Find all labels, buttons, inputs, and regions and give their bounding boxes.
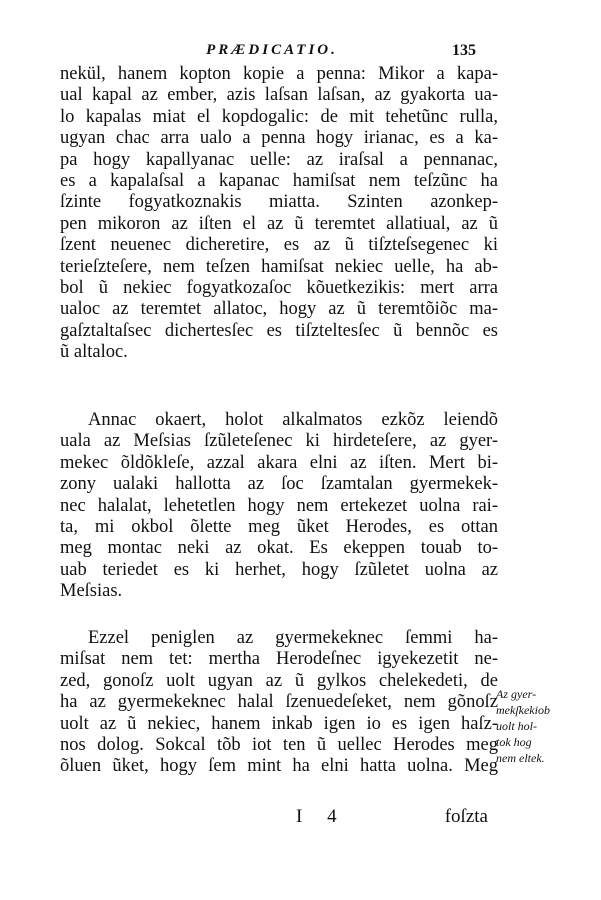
text-line: Meſsias. [60,581,123,602]
margin-note-line: uolt hol- [496,719,537,733]
page-footer [60,806,498,830]
margin-note-line: Az gyer- [496,687,537,701]
text-line: ũ altaloc. [60,342,128,363]
text-line: ta, mi okbol õlette meg ũket Herodes, es ottan [60,517,498,538]
paragraph-3 [60,628,498,778]
text-line: pa hogy kapallyanac uelle: az iraſsal a pennanac, [60,149,498,170]
paragraph-2 [60,410,498,603]
text-line: zed, gonoſz uolt ugyan az ũ gylkos chelekedeti, de [60,670,498,691]
paragraph-1 [60,64,498,364]
text-line: õluen ũket, hogy ſem mint ha elni hatta uolna. Meg [60,756,498,777]
text-line: bol ũ nekiec fogyatkozaſoc kõuetkezikis: mert arra [60,278,498,299]
running-head: PRÆDICATIO. [206,42,338,58]
text-line: es a kapalaſsal a kapanac hamiſsat nem teſzũnc ha [60,171,498,192]
text-line: Ezzel peniglen az gyermekeknec ſemmi ha- [88,628,498,648]
text-line: uala az Meſsias ſzũleteſenec ki hirdeteſere, az gyer- [60,431,498,452]
text-line: miſsat nem tet: mertha Herodeſnec igyekezetit ne- [60,649,498,670]
text-line: uab teriedet es ki herhet, hogy ſzũletet uolna az [60,559,498,580]
text-line: ual kapal az ember, azis laſsan laſsan, az gyakorta ua- [60,85,498,106]
text-line: zony ualaki hallotta az ſoc ſzamtalan gyermekek- [60,474,498,495]
text-line: gaſztaltaſsec dichertesſec es tiſzteltesſec ũ bennõc es [60,320,498,341]
margin-note-line: tok hog [496,735,532,749]
text-line: ugyan chac arra ualo a penna hogy irianac, es a ka- [60,128,498,149]
text-line: ſzinte fogyatkoznakis miatta. Szinten azonkep- [60,192,498,213]
text-line: Annac okaert, holot alkalmatos ezkõz leiendõ [88,410,498,430]
text-line: nos dolog. Sokcal tõb iot ten ũ uellec Herodes meg [60,735,498,756]
text-line: ſzent neuenec dicheretire, es az ũ tiſzteſsegenec ki [60,235,498,256]
margin-note [496,686,596,766]
text-line: ha az gyermekeknec halal ſzenuedeſeket, nem gõnoſz [60,692,498,713]
catchword: foſzta [444,806,488,827]
text-line: mekec õldõkleſe, azzal akara elni az iſten. Mert bi- [60,452,498,473]
text-line: nec halalat, lehetetlen hogy nem ertekezet uolna rai- [60,495,498,516]
text-line: uolt az ũ nekiec, hanem inkab igen io es igen haſz- [60,713,498,734]
margin-note-line: mekſkekiob [496,703,550,717]
text-line: pen mikoron az iſten el az ũ teremtet allatiual, az ũ [60,213,498,234]
text-line: ualoc az teremtet allatoc, hogy az ũ teremtõiõc ma- [60,299,498,320]
margin-note-line: nem eltek. [496,751,545,765]
text-line: lo kapalas miat el kopdogalic: de mit tehetũnc rulla, [60,106,498,127]
text-line: terieſzteſere, nem teſzen hamiſsat nekiec uelle, ha ab- [60,256,498,277]
text-line: meg montac neki az okat. Es ekeppen touab to- [60,538,498,559]
text-line: nekül, hanem kopton kopie a penna: Mikor a kapa- [60,64,498,84]
signature-mark: I 4 [296,806,347,827]
page-number: 135 [452,42,476,59]
